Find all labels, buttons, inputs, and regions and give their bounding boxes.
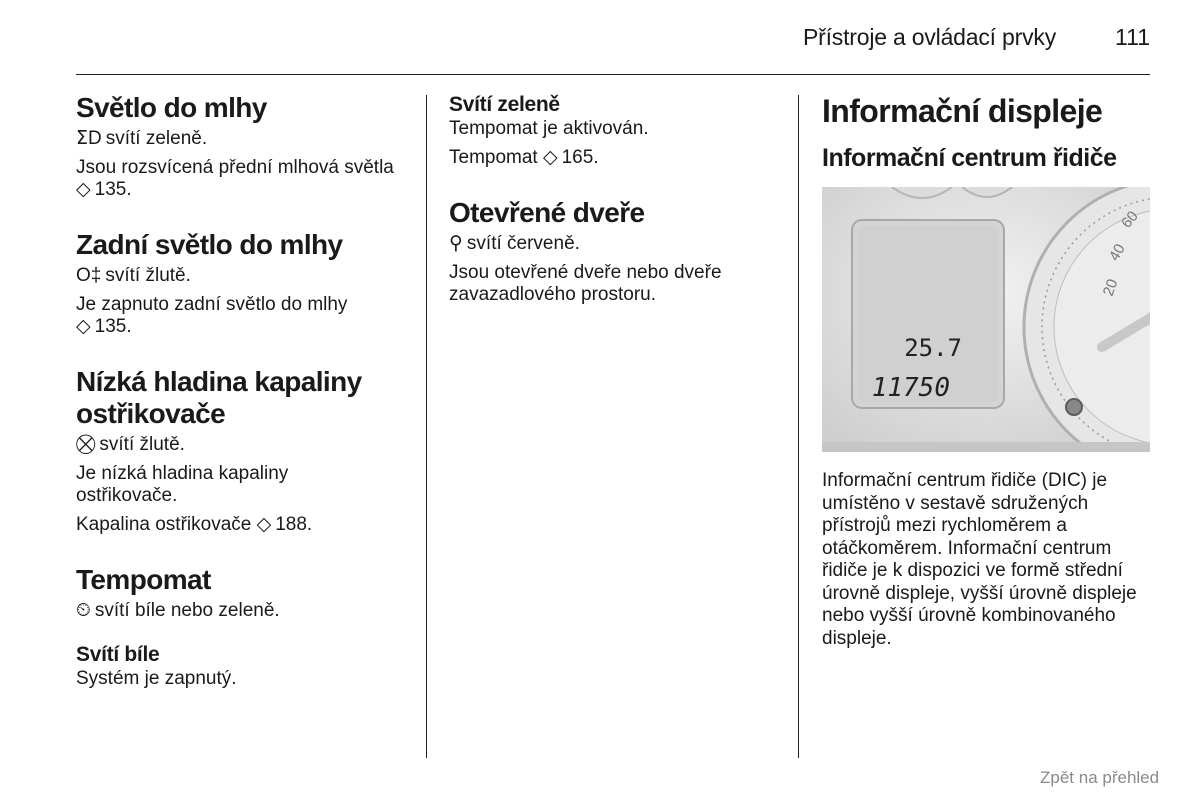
section-heading: Informační displeje [822,93,1103,129]
page-ref-arrow-icon: ◇ [542,147,558,168]
subsection-heading: Svítí zeleně [449,93,560,116]
column-right-body [822,470,1152,650]
status-line: ⏲ svítí bíle nebo zeleně. [76,600,280,621]
display-temperature: 25.7 [904,334,962,362]
page-number: 111 [1115,24,1150,50]
status-line: ⛒ svítí žlutě. [76,434,185,455]
description: Je zapnuto zadní světlo do mlhy [76,294,348,315]
speed-tick-label: 40 [1105,241,1129,264]
description: Je nízká hladina kapaliny ostřikovače. [76,463,289,506]
body-text: Informační centrum řidiče (DIC) je umístěno v sestavě sdružených přístrojů mezi rychloměrem a otáčkoměrem. Informační centrum řidiče je k dispozici ve formě střední úrovně displeje, vyšší úrovně displeje nebo vyšší úrovně kombinovaného displeje. [822,470,1137,649]
description: Systém je zapnutý. [76,668,237,689]
back-to-overview-link[interactable]: Zpět na přehled [1040,768,1160,787]
status-line: ⵉD svítí zeleně. [76,128,208,149]
section-washer-fluid [76,366,411,536]
subsection-heading: Informační centrum řidiče [822,144,1117,172]
section-rear-fog-light [76,229,411,338]
washer-fluid-icon: ⛒ [76,434,96,455]
display-odometer: 11750 [871,373,950,403]
cruise-control-icon: ⏲ [76,600,91,621]
page-ref-arrow-icon: ◇ [256,514,272,535]
column-divider-1 [426,95,427,758]
description: Jsou rozsvícená přední mlhová světla [76,157,394,178]
section-heading: Nízká hladina kapaliny ostřikovače [76,366,362,429]
section-open-door [449,197,769,306]
front-fog-light-icon: ⵉD [76,128,102,149]
section-heading: Zadní světlo do mlhy [76,229,343,260]
page-reference[interactable]: ◇ 135. [76,316,132,337]
speed-tick-label: 20 [1099,276,1122,299]
column-middle [449,92,769,306]
description: Tempomat je aktivován. [449,118,649,139]
section-heading: Světlo do mlhy [76,92,267,123]
page-header-title: Přístroje a ovládací prvky [802,24,1056,50]
speed-tick-label: 60 [1118,207,1142,232]
subsection-heading: Svítí bíle [76,643,160,666]
rear-fog-light-icon: O‡ [76,265,102,286]
description: Jsou otevřené dveře nebo dveře zavazadlového prostoru. [449,262,722,305]
instrument-cluster-figure [822,187,1150,452]
column-divider-2 [798,95,799,758]
column-left [76,92,411,690]
page-reference[interactable]: Kapalina ostřikovače ◇ 188. [76,514,313,535]
status-line: ⚲ svítí červeně. [449,233,580,254]
section-fog-light [76,92,411,201]
page-reference[interactable]: ◇ 135. [76,179,132,200]
section-heading: Otevřené dveře [449,197,645,228]
section-heading: Tempomat [76,564,211,595]
page-reference[interactable]: Tempomat ◇ 165. [449,147,599,168]
page-ref-arrow-icon: ◇ [76,179,91,200]
page-ref-arrow-icon: ◇ [76,316,91,337]
status-line: O‡ svítí žlutě. [76,265,191,286]
open-door-icon: ⚲ [449,233,463,254]
column-right [822,92,1152,174]
section-lights-white [76,642,411,690]
section-cruise-control [76,564,411,622]
section-lights-green [449,92,769,169]
header-rule [76,74,1150,75]
